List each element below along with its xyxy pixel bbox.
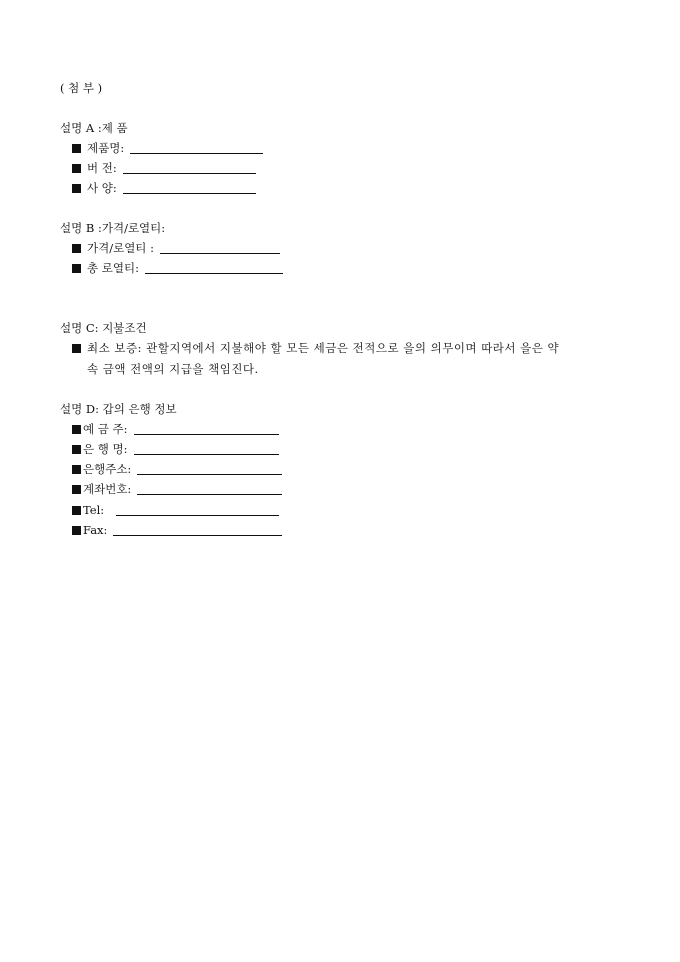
field-bank-name: 은 행 명:	[72, 442, 279, 456]
bullet-square-icon	[72, 425, 81, 434]
bank-name-blank[interactable]	[134, 443, 279, 455]
section-a-heading: 설명 A :제 품	[60, 121, 128, 135]
tel-blank[interactable]	[116, 504, 279, 516]
section-b-heading: 설명 B :가격/로열티:	[60, 221, 166, 235]
field-account-holder: 예 금 주:	[72, 422, 279, 436]
field-account-number: 계좌번호:	[72, 482, 282, 496]
section-d-heading: 설명 D: 갑의 은행 정보	[60, 402, 177, 416]
bullet-square-icon	[72, 144, 81, 153]
field-price-royalty: 가격/로열티 :	[72, 241, 280, 255]
account-number-blank[interactable]	[137, 483, 282, 495]
attachment-title: ( 첨 부 )	[60, 81, 103, 95]
bullet-square-icon	[72, 164, 81, 173]
bullet-square-icon	[72, 465, 81, 474]
spec-blank[interactable]	[123, 182, 256, 194]
field-fax: Fax:	[72, 523, 282, 537]
bullet-square-icon	[72, 506, 81, 515]
product-name-blank[interactable]	[130, 142, 263, 154]
section-c-heading: 설명 C: 지불조건	[60, 321, 147, 335]
bullet-square-icon	[72, 445, 81, 454]
bullet-square-icon	[72, 264, 81, 273]
bullet-square-icon	[72, 184, 81, 193]
payment-terms-item-cont: 속 금액 전액의 지급을 책임진다.	[87, 362, 259, 376]
field-bank-address: 은행주소:	[72, 462, 282, 476]
bullet-square-icon	[72, 244, 81, 253]
price-royalty-blank[interactable]	[160, 242, 280, 254]
payment-terms-item: 최소 보증: 관할지역에서 지불해야 할 모든 세금은 전적으로 을의 의무이며 따라서 을은 약	[72, 338, 559, 359]
version-blank[interactable]	[123, 162, 256, 174]
account-holder-blank[interactable]	[134, 423, 279, 435]
field-total-royalty: 총 로열티:	[72, 261, 283, 275]
bullet-square-icon	[72, 485, 81, 494]
field-version: 버 전:	[72, 161, 256, 175]
bullet-square-icon	[72, 526, 81, 535]
bank-address-blank[interactable]	[137, 463, 282, 475]
fax-blank[interactable]	[113, 524, 282, 536]
field-product-name: 제품명:	[72, 141, 263, 155]
field-tel: Tel:	[72, 503, 279, 517]
bullet-square-icon	[72, 344, 81, 353]
field-spec: 사 양:	[72, 181, 256, 195]
total-royalty-blank[interactable]	[145, 262, 283, 274]
